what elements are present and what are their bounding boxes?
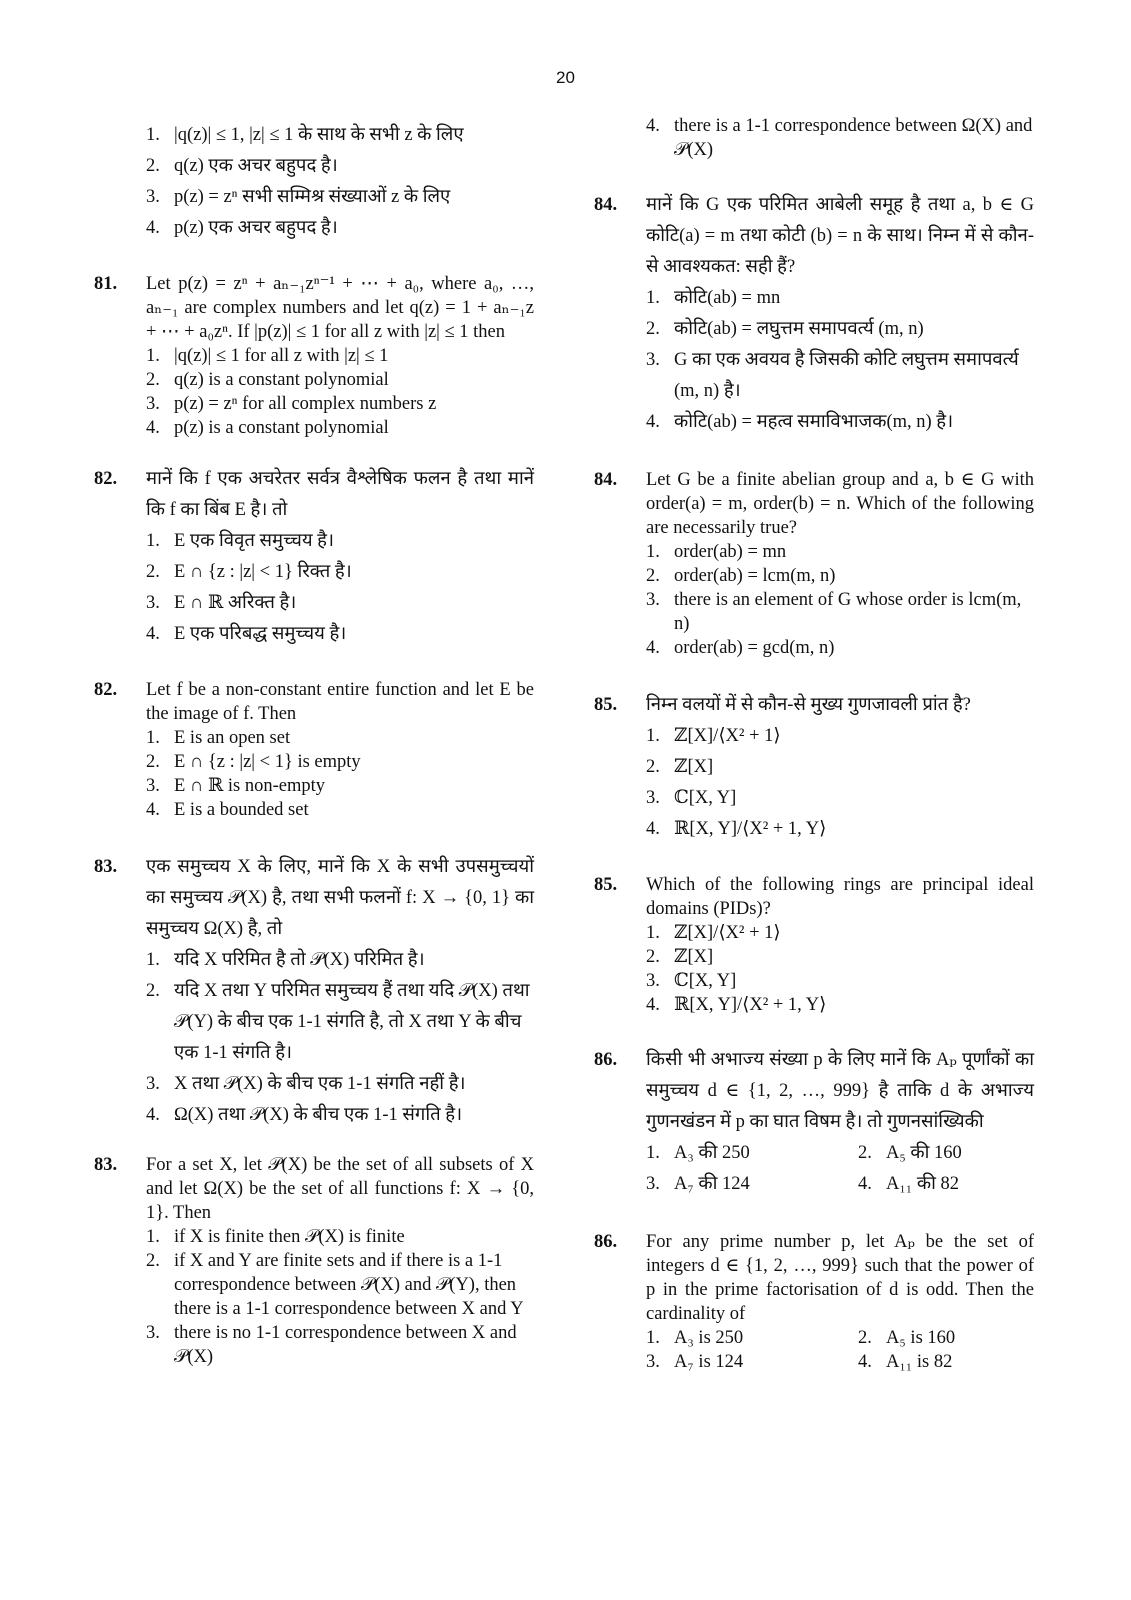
option-list (146, 1225, 534, 1369)
option-text: कोटि(ab) = लघुत्तम समापवर्त्य (m, n) (674, 319, 924, 339)
question-text: For any prime number p, let Aₚ be the set of integers d ∈ {1, 2, …, 999} such that the power of p in the prime factorisation of d is odd. Then the cardinality of (646, 1232, 1034, 1324)
option-number: 4. (646, 412, 660, 432)
answer-option (146, 416, 534, 440)
question-number: 82. (94, 680, 118, 700)
option-list (146, 945, 534, 1131)
option-number: 4. (858, 1174, 872, 1194)
option-number: 1. (646, 923, 660, 943)
question-block (594, 1045, 1034, 1200)
answer-option (646, 283, 1034, 314)
option-text: |q(z)| ≤ 1 for all z with |z| ≤ 1 (174, 346, 389, 366)
option-text: |q(z)| ≤ 1, |z| ≤ 1 के साथ के सभी z के लिए (174, 125, 464, 145)
option-text: q(z) एक अचर बहुपद है। (174, 156, 338, 176)
question-number: 82. (94, 469, 118, 489)
question-text: Let G be a finite abelian group and a, b ∈ G with order(a) = m, order(b) = n. Which of the following are necessarily true? (646, 470, 1034, 538)
option-text: there is an element of G whose order is lcm(m, n) (674, 590, 1022, 634)
answer-option (646, 407, 1034, 438)
option-number: 4. (146, 624, 160, 644)
option-text: order(ab) = lcm(m, n) (674, 566, 836, 586)
answer-option (646, 783, 1034, 814)
question-block (94, 272, 534, 440)
question-block (594, 190, 1034, 438)
option-text: ℤ[X] (674, 947, 714, 967)
option-text: E ∩ ℝ अरिक्त है। (174, 593, 297, 613)
answer-option (146, 588, 534, 619)
option-number: 2. (646, 947, 660, 967)
option-text: E एक परिबद्ध समुच्चय है। (174, 624, 347, 644)
option-text: there is a 1-1 correspondence between Ω(X) and 𝒫(X) (674, 116, 1033, 160)
option-text: A₇ की 124 (674, 1174, 750, 1194)
option-text: ℝ[X, Y]/⟨X² + 1, Y⟩ (674, 819, 827, 839)
option-number: 3. (146, 394, 160, 414)
option-list (146, 726, 534, 822)
page-number: 20 (556, 68, 575, 87)
option-text: ℤ[X]/⟨X² + 1⟩ (674, 923, 781, 943)
answer-option (146, 392, 534, 416)
option-list (146, 344, 534, 440)
option-number: 1. (146, 531, 160, 551)
option-number: 3. (646, 1352, 660, 1372)
option-text: p(z) = zⁿ for all complex numbers z (174, 394, 437, 414)
answer-option (858, 1169, 1058, 1200)
option-number: 1. (646, 1143, 660, 1163)
option-number: 4. (146, 1105, 160, 1125)
option-text: A₁₁ is 82 (886, 1352, 953, 1372)
option-number: 3. (146, 1074, 160, 1094)
option-text: E is a bounded set (174, 800, 309, 820)
option-number: 4. (146, 218, 160, 238)
answer-option (146, 557, 534, 588)
option-list (646, 283, 1034, 438)
question-number: 84. (594, 470, 618, 490)
answer-option (146, 774, 534, 798)
option-number: 3. (146, 593, 160, 613)
answer-option (146, 182, 534, 213)
option-text: यदि X परिमित है तो 𝒫(X) परिमित है। (174, 950, 425, 970)
question-text: निम्न वलयों में से कौन-से मुख्य गुणजावली प्रांत है? (646, 695, 971, 715)
option-list (646, 1326, 1034, 1374)
option-text: A₅ की 160 (886, 1143, 962, 1163)
option-list (646, 721, 1034, 845)
question-block (594, 873, 1034, 1017)
answer-option (146, 798, 534, 822)
option-number: 2. (646, 319, 660, 339)
option-number: 4. (646, 819, 660, 839)
answer-option (858, 1326, 1058, 1350)
answer-option (858, 1138, 1058, 1169)
option-number: 2. (646, 757, 660, 777)
option-text: A₃ की 250 (674, 1143, 750, 1163)
question-block (594, 114, 1034, 162)
option-number: 2. (146, 562, 160, 582)
question-number: 84. (594, 195, 618, 215)
option-text: X तथा 𝒫(X) के बीच एक 1-1 संगति नहीं है। (174, 1074, 466, 1094)
option-text: order(ab) = mn (674, 542, 787, 562)
option-number: 1. (646, 542, 660, 562)
option-number: 1. (146, 125, 160, 145)
option-text: यदि X तथा Y परिमित समुच्चय हैं तथा यदि 𝒫(X) तथा 𝒫(Y) के बीच एक 1-1 संगति है, तो X तथा Y के बीच एक 1-1 संगति है। (174, 981, 530, 1063)
option-text: कोटि(ab) = महत्व समाविभाजक(m, n) है। (674, 412, 954, 432)
answer-option (146, 750, 534, 774)
answer-option (646, 969, 1034, 993)
question-block (94, 464, 534, 650)
answer-option (646, 1138, 858, 1169)
option-number: 3. (146, 187, 160, 207)
option-number: 2. (146, 370, 160, 390)
answer-option (146, 1100, 534, 1131)
option-list (646, 921, 1034, 1017)
option-number: 1. (646, 288, 660, 308)
answer-option (146, 368, 534, 392)
option-number: 1. (646, 1328, 660, 1348)
question-text: मानें कि G एक परिमित आबेली समूह है तथा a, b ∈ G कोटि(a) = m तथा कोटी (b) = n के साथ। निम्न में से कौन-से आवश्यकत: सही हैं? (646, 195, 1034, 277)
option-text: p(z) एक अचर बहुपद है। (174, 218, 338, 238)
question-number: 86. (594, 1050, 618, 1070)
option-number: 1. (146, 950, 160, 970)
question-text: किसी भी अभाज्य संख्या p के लिए मानें कि Aₚ पूर्णांकों का समुच्चय d ∈ {1, 2, …, 999} है ताकि d के अभाज्य गुणनखंडन में p का घात विषम है। तो गुणनसांख्यिकी (646, 1050, 1034, 1132)
answer-option (146, 213, 534, 244)
answer-option (646, 721, 1034, 752)
option-number: 2. (858, 1143, 872, 1163)
answer-option (858, 1350, 1058, 1374)
answer-option (146, 1225, 534, 1249)
answer-option (146, 526, 534, 557)
answer-option (646, 114, 1034, 162)
answer-option (646, 814, 1034, 845)
option-number: 1. (146, 1227, 160, 1247)
option-text: Ω(X) तथा 𝒫(X) के बीच एक 1-1 संगति है। (174, 1105, 463, 1125)
option-text: p(z) = zⁿ सभी सम्मिश्र संख्याओं z के लिए (174, 187, 451, 207)
answer-option (646, 945, 1034, 969)
option-number: 4. (646, 116, 660, 136)
question-number: 86. (594, 1232, 618, 1252)
answer-option (146, 619, 534, 650)
answer-option (146, 945, 534, 976)
option-number: 1. (146, 346, 160, 366)
option-text: p(z) is a constant polynomial (174, 418, 389, 438)
answer-option (146, 1249, 534, 1321)
option-text: A₁₁ की 82 (886, 1174, 960, 1194)
question-number: 81. (94, 274, 118, 294)
question-block (94, 120, 534, 244)
question-number: 83. (94, 1155, 118, 1175)
answer-option (646, 636, 1034, 660)
option-text: q(z) is a constant polynomial (174, 370, 389, 390)
question-text: एक समुच्चय X के लिए, मानें कि X के सभी उपसमुच्चयों का समुच्चय 𝒫(X) है, तथा सभी फलनों f: X → {0, 1} का समुच्चय Ω(X) है, तो (146, 857, 534, 939)
question-block (94, 1153, 534, 1369)
option-number: 2. (646, 566, 660, 586)
answer-option (646, 1350, 858, 1374)
option-text: G का एक अवयव है जिसकी कोटि लघुत्तम समापवर्त्य (m, n) है। (674, 350, 1019, 401)
option-number: 4. (146, 800, 160, 820)
option-text: E ∩ {z : |z| < 1} is empty (174, 752, 361, 772)
option-number: 2. (858, 1328, 872, 1348)
option-number: 4. (646, 638, 660, 658)
option-number: 3. (646, 350, 660, 370)
answer-option (646, 540, 1034, 564)
option-number: 1. (646, 726, 660, 746)
answer-option (646, 921, 1034, 945)
option-number: 2. (146, 981, 160, 1001)
option-text: E एक विवृत समुच्चय है। (174, 531, 335, 551)
option-text: A₃ is 250 (674, 1328, 744, 1348)
option-number: 1. (146, 728, 160, 748)
answer-option (146, 1069, 534, 1100)
option-text: order(ab) = gcd(m, n) (674, 638, 835, 658)
question-text: For a set X, let 𝒫(X) be the set of all subsets of X and let Ω(X) be the set of all functions f: X → {0, 1}. Then (146, 1155, 534, 1223)
option-text: ℤ[X] (674, 757, 714, 777)
question-block (94, 852, 534, 1131)
option-text: ℤ[X]/⟨X² + 1⟩ (674, 726, 781, 746)
question-block (594, 690, 1034, 845)
option-number: 3. (646, 590, 660, 610)
question-number: 85. (594, 695, 618, 715)
question-text: Let p(z) = zⁿ + aₙ₋₁zⁿ⁻¹ + ⋯ + a₀, where a₀, …, aₙ₋₁ are complex numbers and let q(z) = 1 + aₙ₋₁z + ⋯ + a₀zⁿ. If |p(z)| ≤ 1 for all z with |z| ≤ 1 then (146, 274, 534, 342)
option-number: 3. (646, 788, 660, 808)
option-list (646, 114, 1034, 162)
answer-option (646, 1326, 858, 1350)
answer-option (646, 314, 1034, 345)
option-number: 4. (646, 995, 660, 1015)
option-number: 3. (146, 776, 160, 796)
answer-option (646, 1169, 858, 1200)
answer-option (146, 1321, 534, 1369)
answer-option (646, 752, 1034, 783)
option-list (646, 1138, 1034, 1200)
answer-option (146, 151, 534, 182)
option-text: A₅ is 160 (886, 1328, 956, 1348)
option-list (146, 526, 534, 650)
option-text: ℝ[X, Y]/⟨X² + 1, Y⟩ (674, 995, 827, 1015)
answer-option (146, 344, 534, 368)
option-list (646, 540, 1034, 660)
left-column (94, 114, 534, 1369)
question-number: 85. (594, 875, 618, 895)
answer-option (646, 993, 1034, 1017)
option-number: 2. (146, 752, 160, 772)
option-text: E is an open set (174, 728, 291, 748)
right-column (594, 114, 1034, 1374)
option-number: 2. (146, 156, 160, 176)
option-number: 4. (146, 418, 160, 438)
option-text: if X and Y are finite sets and if there is a 1-1 correspondence between 𝒫(X) and 𝒫(Y), then there is a 1-1 correspondence between X and Y (174, 1251, 524, 1319)
question-text: मानें कि f एक अचरेतर सर्वत्र वैश्लेषिक फलन है तथा मानें कि f का बिंब E है। तो (146, 469, 534, 520)
option-text: कोटि(ab) = mn (674, 288, 781, 308)
option-number: 3. (646, 1174, 660, 1194)
answer-option (646, 345, 1034, 407)
option-text: if X is finite then 𝒫(X) is finite (174, 1227, 405, 1247)
question-block (594, 1230, 1034, 1374)
question-block (594, 468, 1034, 660)
option-list (146, 120, 534, 244)
answer-option (646, 588, 1034, 636)
option-text: there is no 1-1 correspondence between X and 𝒫(X) (174, 1323, 517, 1367)
question-text: Let f be a non-constant entire function and let E be the image of f. Then (146, 680, 534, 724)
option-text: ℂ[X, Y] (674, 788, 737, 808)
answer-option (646, 564, 1034, 588)
option-text: E ∩ ℝ is non-empty (174, 776, 326, 796)
option-text: E ∩ {z : |z| < 1} रिक्त है। (174, 562, 352, 582)
option-number: 3. (146, 1323, 160, 1343)
question-number: 83. (94, 857, 118, 877)
option-number: 4. (858, 1352, 872, 1372)
question-block (94, 678, 534, 822)
option-text: ℂ[X, Y] (674, 971, 737, 991)
answer-option (146, 976, 534, 1069)
answer-option (146, 120, 534, 151)
question-text: Which of the following rings are principal ideal domains (PIDs)? (646, 875, 1034, 919)
option-number: 2. (146, 1251, 160, 1271)
option-number: 3. (646, 971, 660, 991)
answer-option (146, 726, 534, 750)
option-text: A₇ is 124 (674, 1352, 744, 1372)
